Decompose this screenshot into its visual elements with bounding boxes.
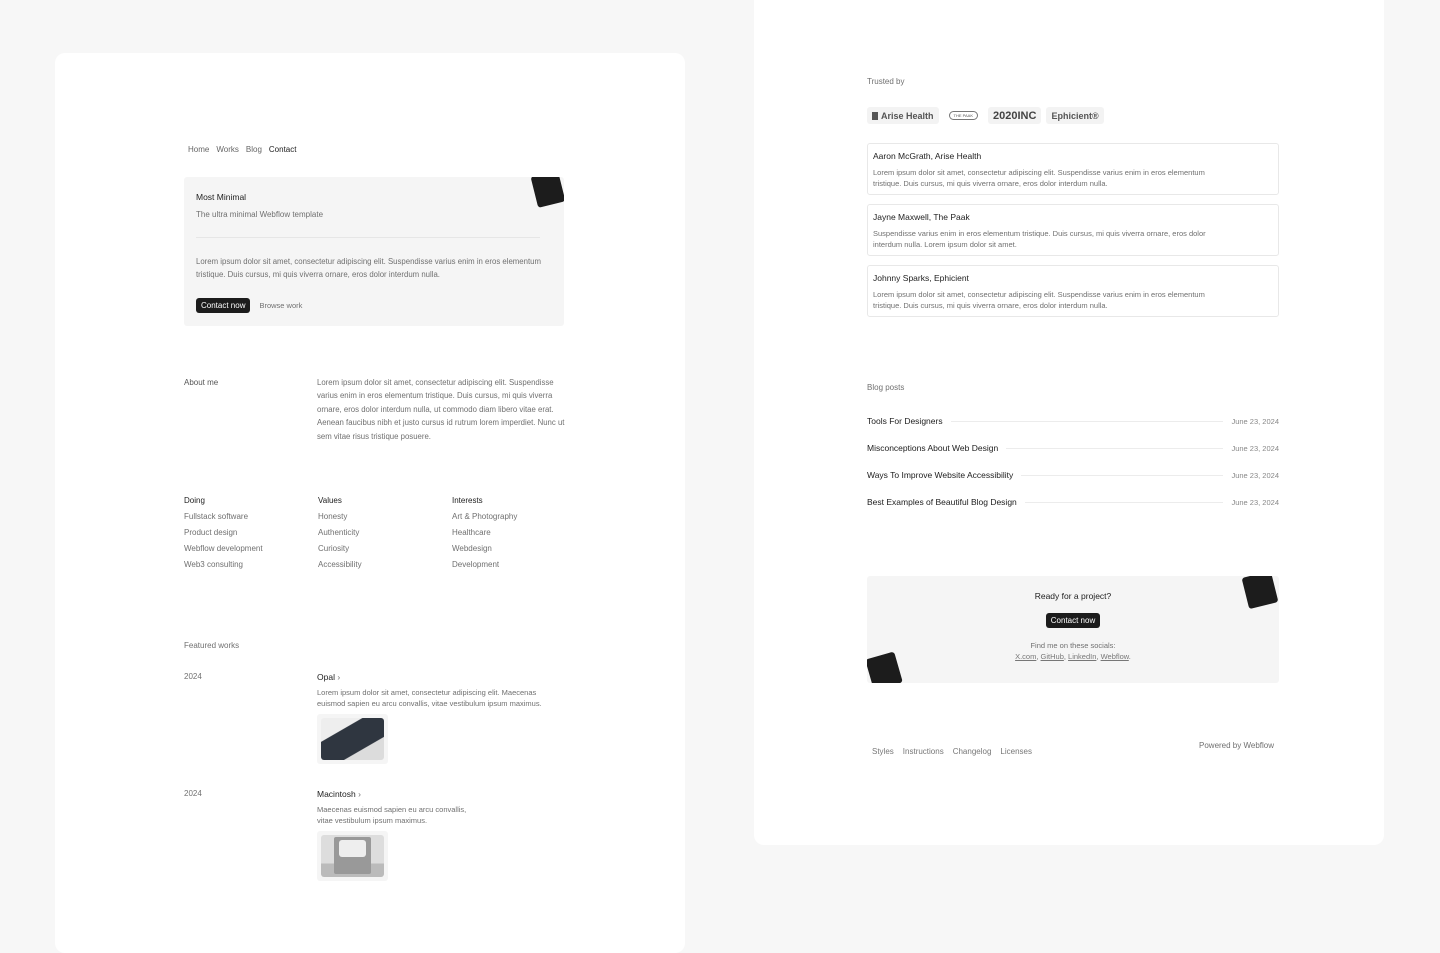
work-desc: Maecenas euismod sapien eu arcu convallis, vitae vestibulum ipsum maximus.	[317, 805, 467, 825]
column-title: Interests	[452, 496, 483, 505]
list-item: Webflow development	[184, 544, 263, 553]
list-item: Accessibility	[318, 560, 362, 569]
blog-post-row[interactable]	[867, 443, 1279, 453]
list-item: Development	[452, 560, 500, 569]
hero-body: Lorem ipsum dolor sit amet, consectetur adipiscing elit. Suspendisse varius enim in eros elementum tristique. Duis cursus, mi quis viverra ornare, eros dolor interdum nulla.	[196, 257, 541, 280]
decorative-shape	[1242, 576, 1279, 609]
home-page-preview	[55, 53, 685, 953]
blog-post-row[interactable]	[867, 416, 1279, 426]
testimonial-text: Suspendisse varius enim in eros elementum tristique. Duis cursus, mi quis viverra ornare, eros dolor interdum nulla. Lorem ipsum dolor sit amet.	[873, 229, 1206, 250]
decorative-shape	[531, 177, 564, 208]
list-item: Healthcare	[452, 528, 491, 537]
list-item: Web3 consulting	[184, 560, 243, 569]
footer-styles[interactable]: Styles	[872, 747, 894, 756]
logo-ephicient: Ephicient®	[1046, 107, 1103, 124]
featured-label: Featured works	[184, 641, 240, 650]
list-item: Honesty	[318, 512, 348, 521]
logo-the-paak: THE PAAK	[944, 107, 984, 124]
column-title: Doing	[184, 496, 205, 505]
testimonial-name: Jayne Maxwell, The Paak	[873, 212, 970, 222]
list-item: Curiosity	[318, 544, 350, 553]
list-item: Art & Photography	[452, 512, 518, 521]
nav-works[interactable]: Works	[216, 145, 239, 154]
socials-label: Find me on these socials:	[1030, 641, 1116, 650]
post-date: June 23, 2024	[1231, 470, 1279, 480]
nav-blog[interactable]: Blog	[245, 145, 262, 154]
testimonial-card	[867, 204, 1279, 256]
testimonial-name: Aaron McGrath, Arise Health	[873, 151, 982, 161]
blog-post-row[interactable]	[867, 497, 1279, 507]
testimonial-card	[867, 265, 1279, 317]
list-item: Product design	[184, 528, 238, 537]
list-item: Fullstack software	[184, 512, 249, 521]
column-title: Values	[318, 496, 342, 505]
social-webflow[interactable]: Webflow	[1100, 652, 1129, 661]
about-text: Lorem ipsum dolor sit amet, consectetur adipiscing elit. Suspendisse varius enim in eros elementum tristique. Duis cursus, mi quis viverra ornare, eros dolor interdum nulla, ut commodo diam libero vitae erat. Aenean faucibus nibh et justo cursus id rutrum lorem imperdiet. Nunc ut sem vitae risus tristique posuere.	[317, 378, 565, 441]
nav-home[interactable]: Home	[188, 145, 210, 154]
main-nav	[188, 139, 303, 157]
work-item-macintosh[interactable]	[317, 789, 567, 881]
hero-title: Most Minimal	[196, 192, 247, 202]
footer-instructions[interactable]: Instructions	[902, 747, 944, 756]
post-title[interactable]: Misconceptions About Web Design	[867, 443, 999, 453]
post-title[interactable]: Best Examples of Beautiful Blog Design	[867, 497, 1017, 507]
logo-arise-health: Arise Health	[867, 107, 939, 124]
post-date: June 23, 2024	[1231, 443, 1279, 453]
info-columns	[184, 496, 586, 576]
testimonial-text: Lorem ipsum dolor sit amet, consectetur adipiscing elit. Suspendisse varius enim in eros elementum tristique. Duis cursus, mi quis viverra ornare, eros dolor interdum nulla.	[873, 290, 1205, 311]
contact-now-button[interactable]: Contact now	[196, 298, 250, 313]
footer-licenses[interactable]: Licenses	[1000, 747, 1032, 756]
client-logos	[867, 107, 1109, 124]
powered-by-link[interactable]: Powered by Webflow	[1199, 741, 1274, 750]
testimonial-name: Johnny Sparks, Ephicient	[873, 273, 969, 283]
testimonial-text: Lorem ipsum dolor sit amet, consectetur adipiscing elit. Suspendisse varius enim in eros elementum tristique. Duis cursus, mi quis viverra ornare, eros dolor interdum nulla.	[873, 168, 1205, 189]
nav-contact[interactable]: Contact	[268, 145, 297, 154]
testimonial-card	[867, 143, 1279, 195]
footer-links	[872, 741, 1041, 759]
blog-post-row[interactable]	[867, 470, 1279, 480]
cta-title: Ready for a project?	[1034, 591, 1112, 601]
chevron-right-icon: ›	[358, 789, 361, 799]
blog-label: Blog posts	[867, 383, 905, 392]
work-year: 2024	[184, 672, 202, 681]
social-x[interactable]: X.com	[1015, 652, 1037, 661]
about-page-preview	[754, 0, 1384, 845]
list-item: Webdesign	[452, 544, 492, 553]
social-linkedin[interactable]: LinkedIn	[1068, 652, 1097, 661]
browse-work-link[interactable]: Browse work	[259, 301, 303, 310]
work-title[interactable]: Opal	[317, 672, 335, 682]
list-item: Authenticity	[318, 528, 360, 537]
work-desc: Lorem ipsum dolor sit amet, consectetur adipiscing elit. Maecenas euismod sapien eu arcu convallis, vitae vestibulum ipsum maximus.	[317, 688, 542, 708]
interests-column	[452, 496, 586, 576]
footer-changelog[interactable]: Changelog	[952, 747, 992, 756]
logo-2020inc: 2020INC	[988, 107, 1041, 124]
macintosh-thumbnail[interactable]	[317, 831, 388, 881]
social-github[interactable]: GitHub	[1040, 652, 1064, 661]
work-year: 2024	[184, 789, 202, 798]
about-label: About me	[184, 378, 219, 387]
post-date: June 23, 2024	[1231, 497, 1279, 507]
chevron-right-icon: ›	[337, 672, 341, 682]
post-title[interactable]: Ways To Improve Website Accessibility	[867, 470, 1014, 480]
doing-column	[184, 496, 318, 576]
cta-card: Ready for a project? Contact now Find me on these socials: X.com, GitHub, LinkedIn, Webflow.	[867, 576, 1279, 683]
divider	[196, 237, 540, 238]
hero-subtitle: The ultra minimal Webflow template	[196, 210, 324, 219]
hero-card	[184, 177, 564, 326]
trusted-label: Trusted by	[867, 77, 905, 86]
flag-icon	[872, 112, 878, 120]
post-date: June 23, 2024	[1231, 416, 1279, 426]
cta-contact-button[interactable]: Contact now	[1046, 613, 1100, 628]
values-column	[318, 496, 452, 576]
work-item-opal[interactable]	[317, 672, 567, 764]
opal-thumbnail[interactable]	[317, 714, 388, 764]
post-title[interactable]: Tools For Designers	[867, 416, 943, 426]
work-title[interactable]: Macintosh	[317, 789, 356, 799]
